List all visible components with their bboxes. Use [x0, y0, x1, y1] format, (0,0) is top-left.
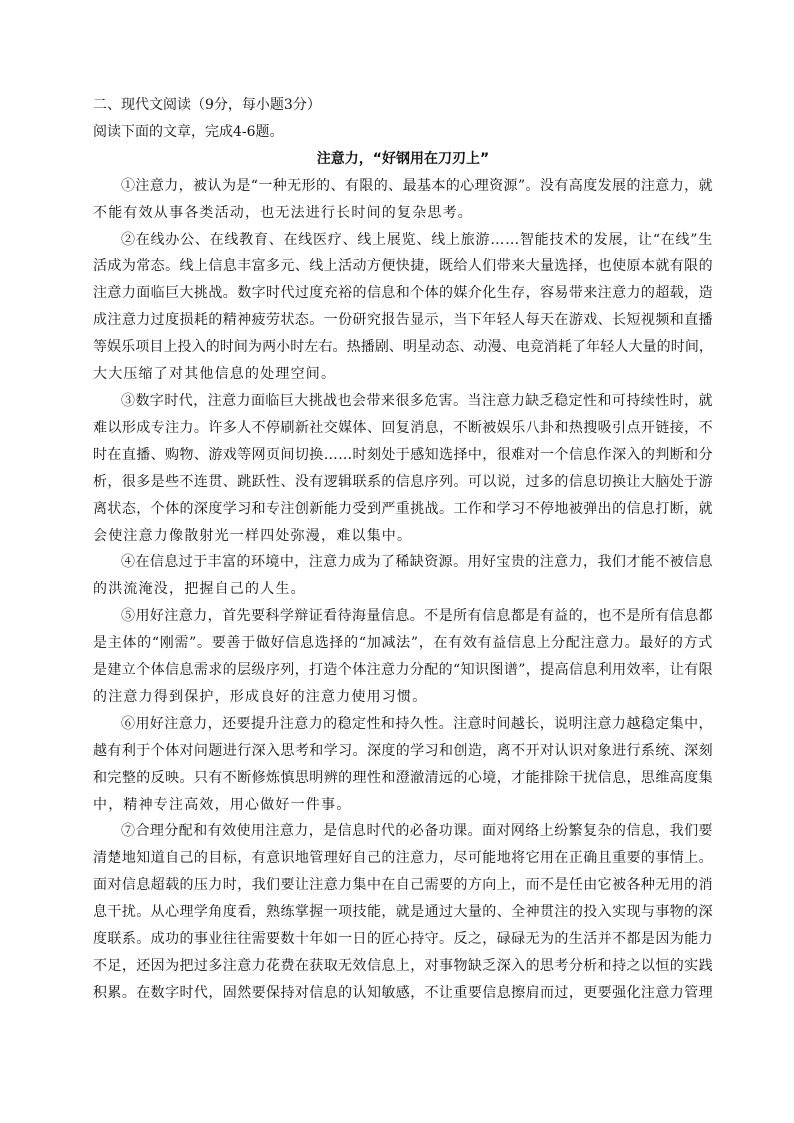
paragraph-line: 中，精神专注高效，用心做好一件事。 [93, 796, 352, 813]
paragraph-line: 活成为常态。线上信息丰富多元、线上活动方便快捷，既给人们带来大量选择，也使原本就有限的 [93, 258, 713, 275]
instruction-text: 阅读下面的文章，完成4-6题。 [93, 123, 284, 140]
paragraph-line: 难以形成专注力。许多人不停刷新社交媒体、回复消息，不断被娱乐八卦和热搜吸引点开链接，不 [93, 419, 713, 436]
paragraph-line: 的注意力得到保护，形成良好的注意力使用习惯。 [93, 688, 428, 705]
paragraph-line: 不足，还因为把过多注意力花费在获取无效信息上，对事物缺乏深入的思考分析和持之以恒的实践 [93, 958, 713, 974]
paragraph-line: 成注意力过度损耗的精神疲劳状态。一份研究报告显示，当下年轻人每天在游戏、长短视频和直播 [93, 312, 713, 329]
exam-page [93, 92, 713, 1007]
paragraph-line: 时在直播、购物、游戏等网页间切换……时刻处于感知选择中，很难对一个信息作深入的判断和分 [93, 446, 713, 463]
paragraph-line: 清楚地知道自己的目标，有意识地管理好自己的注意力，尽可能地将它用在正确且重要的事情上。 [93, 850, 713, 867]
article-paragraph [93, 173, 713, 227]
article-title: 注意力，“好钢用在刀刃上” [316, 150, 490, 167]
paragraph-line: 面对信息超载的压力时，我们要让注意力集中在自己需要的方向上，而不是任由它被各种无用的消 [93, 877, 713, 894]
paragraph-line: 等娱乐项目上投入的时间为两小时左右。热播剧、明星动态、动漫、电竞消耗了年轻人大量的时间， [93, 339, 713, 356]
paragraph-line: 越有利于个体对问题进行深入思考和学习。深度的学习和创造，离不开对认识对象进行系统、深刻 [93, 742, 713, 759]
paragraph-line: 度联系。成功的事业往往需要数十年如一日的匠心持守。反之，碌碌无为的生活并不都是因为能力 [93, 931, 713, 948]
paragraph-line: 不能有效从事各类活动，也无法进行长时间的复杂思考。 [93, 204, 473, 221]
article-paragraph [93, 603, 713, 711]
paragraph-line: 是主体的“刚需”。要善于做好信息选择的“加减法”，在有效有益信息上分配注意力。最好的方式 [93, 635, 713, 652]
paragraph-line: ①注意力，被认为是“一种无形的、有限的、最基本的心理资源”。没有高度发展的注意力，就 [121, 177, 713, 194]
paragraph-line: 的洪流淹没，把握自己的人生。 [93, 581, 306, 598]
article-paragraph [93, 227, 713, 388]
paragraph-line: ③数字时代，注意力面临巨大挑战也会带来很多危害。当注意力缺乏稳定性和可持续性时，就 [121, 392, 713, 409]
section-heading: 二、现代文阅读（9分，每小题3分） [93, 97, 321, 113]
article-body [93, 173, 713, 1007]
article-paragraph [93, 549, 713, 603]
paragraph-line: 和完整的反映。只有不断修炼慎思明辨的理性和澄澈清远的心境，才能排除干扰信息，思维高度集 [93, 769, 713, 786]
paragraph-line: 积累。在数字时代，固然要保持对信息的认知敏感，不让重要信息擦肩而过，更要强化注意力管理 [93, 984, 713, 1001]
paragraph-line: ②在线办公、在线教育、在线医疗、线上展览、线上旅游……智能技术的发展，让“在线”生 [121, 231, 713, 248]
paragraph-line: ⑤用好注意力，首先要科学辩证看待海量信息。不是所有信息都是有益的，也不是所有信息都 [121, 608, 713, 625]
article-paragraph [93, 388, 713, 549]
paragraph-line: ④在信息过于丰富的环境中，注意力成为了稀缺资源。用好宝贵的注意力，我们才能不被信息 [121, 554, 713, 571]
paragraph-line: 息干扰。从心理学角度看，熟练掌握一项技能，就是通过大量的、全神贯注的投入实现与事物的深 [93, 904, 713, 921]
article-paragraph [93, 818, 713, 1006]
paragraph-line: 大大压缩了对其他信息的处理空间。 [93, 366, 337, 383]
paragraph-line: 离状态，个体的深度学习和专注创新能力受到严重挑战。工作和学习不停地被弹出的信息打断，就 [93, 500, 713, 517]
article-paragraph [93, 711, 713, 819]
paragraph-line: ⑥用好注意力，还要提升注意力的稳定性和持久性。注意时间越长，说明注意力越稳定集中， [121, 715, 713, 732]
paragraph-line: ⑦合理分配和有效使用注意力，是信息时代的必备功课。面对网络上纷繁复杂的信息，我们要 [121, 823, 713, 840]
paragraph-line: 是建立个体信息需求的层级序列，打造个体注意力分配的“知识图谱”，提高信息利用效率，让有限 [93, 662, 713, 679]
paragraph-line: 注意力面临巨大挑战。数字时代过度充裕的信息和个体的媒介化生存，容易带来注意力的超载，造 [93, 285, 713, 302]
paragraph-line: 会使注意力像散射光一样四处弥漫，难以集中。 [93, 527, 413, 544]
paragraph-line: 析，很多是些不连贯、跳跃性、没有逻辑联系的信息序列。可以说，过多的信息切换让大脑处于游 [93, 473, 713, 490]
